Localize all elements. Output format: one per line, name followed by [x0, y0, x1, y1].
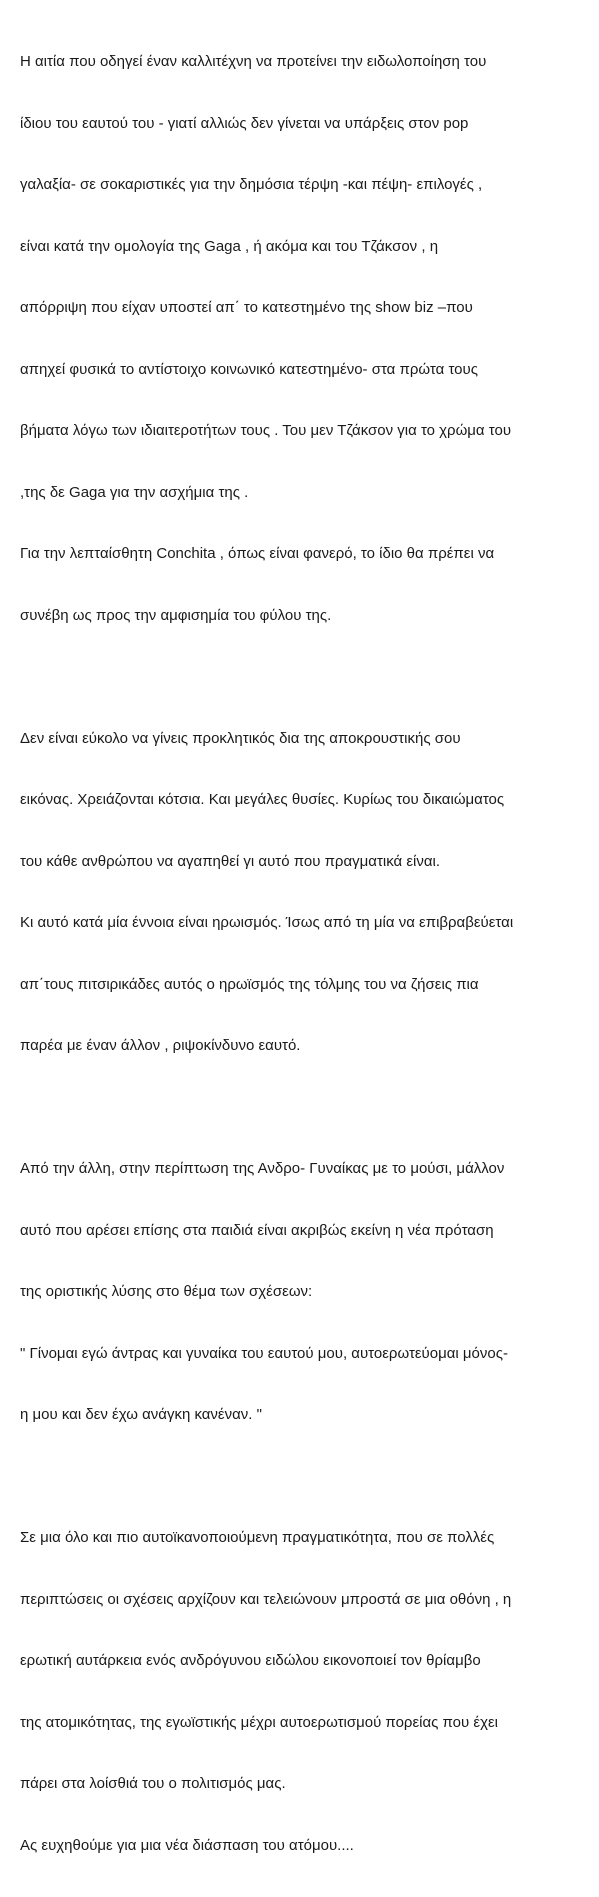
text-line: Κι αυτό κατά μία έννοια είναι ηρωισμός. Ίσως από τη μία να επιβραβεύεται [20, 914, 514, 931]
paragraph-gap [20, 1098, 591, 1119]
paragraph-4 [20, 1487, 591, 1897]
text-line: πάρει στα λοίσθιά του ο πολιτισμός μας. [20, 1775, 286, 1792]
text-line: Για την λεπταίσθητη Conchita , όπως είναι φανερό, το ίδιο θα πρέπει να [20, 545, 495, 562]
text-line: η μου και δεν έχω ανάγκη κανέναν. " [20, 1406, 262, 1423]
text-line: εικόνας. Χρειάζονται κότσια. Και μεγάλες θυσίες. Κυρίως του δικαιώματος [20, 791, 505, 808]
text-line: ερωτική αυτάρκεια ενός ανδρόγυνου ειδώλου εικονοποιεί τον θρίαμβο [20, 1652, 481, 1669]
paragraph-gap [20, 1467, 591, 1488]
text-line: Από την άλλη, στην περίπτωση της Ανδρο- Γυναίκας με το μούσι, μάλλον [20, 1160, 505, 1177]
text-line: Ας ευχηθούμε για μια νέα διάσπαση του ατόμου.... [20, 1836, 354, 1854]
paragraph-1 [20, 11, 591, 667]
text-line: απ΄τους πιτσιρικάδες αυτός ο ηρωϊσμός της τόλμης του να ζήσεις πια [20, 975, 479, 993]
text-line: είναι κατά την ομολογία της Gaga , ή ακόμα και του Τζάκσον , η [20, 237, 439, 255]
paragraph-gap [20, 667, 591, 688]
text-line: αυτό που αρέσει επίσης στα παιδιά είναι ακριβώς εκείνη η νέα πρόταση [20, 1221, 494, 1239]
paragraph-3 [20, 1118, 591, 1467]
text-line: απηχεί φυσικά το αντίστοιχο κοινωνικό κατεστημένο- στα πρώτα τους [20, 360, 478, 378]
paragraph-2 [20, 688, 591, 1098]
text-line: γαλαξία- σε σοκαριστικές για την δημόσια τέρψη -και πέψη- επιλογές , [20, 176, 483, 193]
text-line: της ατομικότητας, της εγωϊστικής μέχρι αυτοερωτισμού πορείας που έχει [20, 1713, 498, 1731]
text-line: περιπτώσεις οι σχέσεις αρχίζουν και τελειώνουν μπροστά σε μια οθόνη , η [20, 1590, 512, 1608]
text-line: " Γίνομαι εγώ άντρας και γυναίκα του εαυτού μου, αυτοερωτεύομαι μόνος- [20, 1344, 508, 1362]
text-line: παρέα με έναν άλλον , ριψοκίνδυνο εαυτό. [20, 1037, 301, 1054]
text-line: απόρριψη που είχαν υποστεί απ΄ το κατεστημένο της show biz –που [20, 299, 473, 316]
text-line: ,της δε Gaga για την ασχήμια της . [20, 483, 249, 501]
text-line: Σε μια όλο και πιο αυτοϊκανοποιούμενη πραγματικότητα, που σε πολλές [20, 1529, 495, 1546]
text-line: συνέβη ως προς την αμφισημία του φύλου της. [20, 606, 332, 624]
text-line: Η αιτία που οδηγεί έναν καλλιτέχνη να προτείνει την ειδωλοποίηση του [20, 53, 487, 70]
text-line: ίδιου του εαυτού του - γιατί αλλιώς δεν γίνεται να υπάρξεις στον pop [20, 114, 469, 132]
text-line: της οριστικής λύσης στο θέμα των σχέσεων: [20, 1283, 313, 1300]
text-line: Δεν είναι εύκολο να γίνεις προκλητικός δια της αποκρουστικής σου [20, 729, 461, 747]
text-line: βήματα λόγω των ιδιαιτεροτήτων τους . Του μεν Τζάκσον για το χρώμα του [20, 422, 512, 439]
text-line: του κάθε ανθρώπου να αγαπηθεί γι αυτό που πραγματικά είναι. [20, 852, 441, 870]
